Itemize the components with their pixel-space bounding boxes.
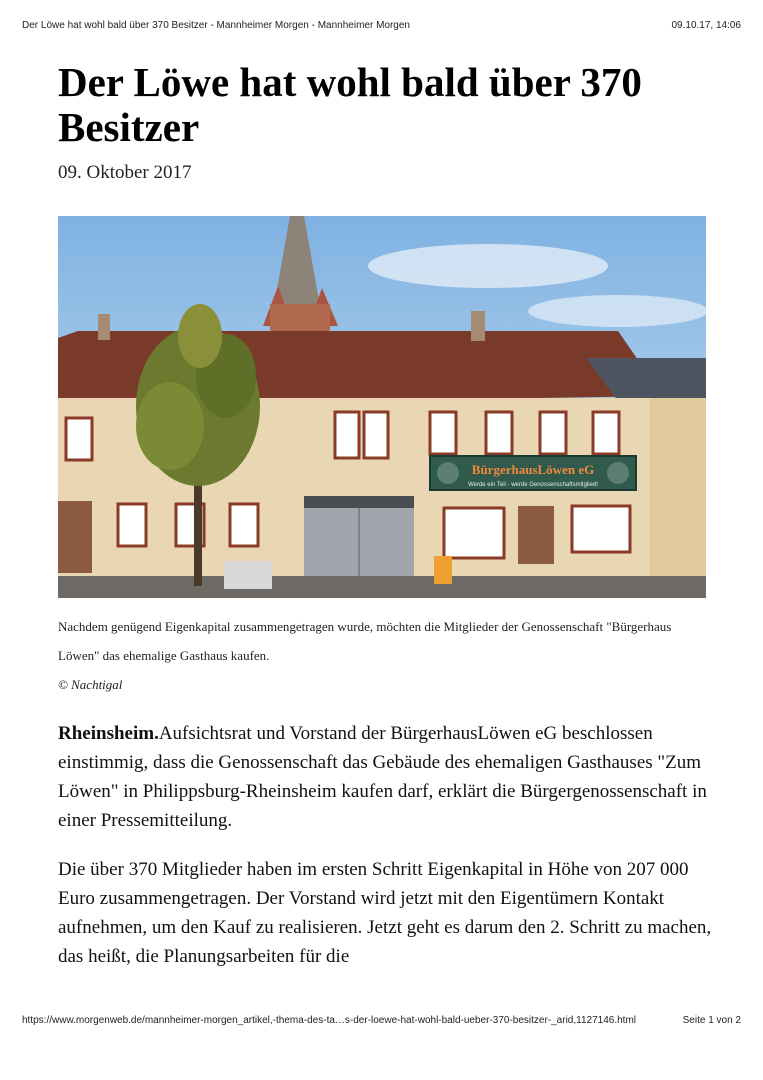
image-credit: © Nachtigal (58, 677, 123, 692)
sign-subtext: Werde ein Teil - werde Genossenschaftsmitglied! (468, 482, 598, 488)
print-footer-url: https://www.morgenweb.de/mannheimer-morgen_artikel,-thema-des-ta…s-der-loewe-hat-wohl-bald-ueber-370-besitzer-_arid,1127146.html (22, 1015, 636, 1026)
print-footer-page: Seite 1 von 2 (682, 1015, 741, 1026)
article-paragraph: Die über 370 Mitglieder haben im ersten Schritt Eigenkapital in Höhe von 207 000 Euro zusammengetragen. Der Vorstand wird jetzt mit den Eigentümern Kontakt aufnehmen, um den Kauf zu realisieren. Jetzt geht es darum den 2. Schritt zu machen, das heißt, die Planungsarbeiten für die (58, 859, 712, 967)
article-date: 09. Oktober 2017 (58, 162, 192, 183)
paragraph-text: Aufsichtsrat und Vorstand der BürgerhausLöwen eG beschlossen einstimmig, dass die Genossenschaft das Gebäude des ehemaligen Gasthauses "Zum Löwen" in Philippsburg-Rheinsheim kaufen darf, erklärt die Bürgergenossenschaft in einer Pressemitteilung. (58, 723, 707, 831)
dateline: Rheinsheim. (58, 723, 159, 744)
print-header (22, 20, 741, 31)
article-headline: Der Löwe hat wohl bald über 370 Besitzer (58, 59, 642, 150)
article-photo (58, 216, 706, 598)
print-header-timestamp: 09.10.17, 14:06 (671, 20, 741, 31)
sign-text: BürgerhausLöwen eG (471, 462, 595, 477)
print-footer (22, 1015, 741, 1026)
image-caption: Nachdem genügend Eigenkapital zusammengetragen wurde, möchten die Mitglieder der Genossenschaft "Bürgerhaus Löwen" das ehemalige Gasthaus kaufen. (58, 619, 672, 663)
print-header-title: Der Löwe hat wohl bald über 370 Besitzer - Mannheimer Morgen - Mannheimer Morgen (22, 20, 410, 31)
article-paragraph (58, 719, 713, 835)
